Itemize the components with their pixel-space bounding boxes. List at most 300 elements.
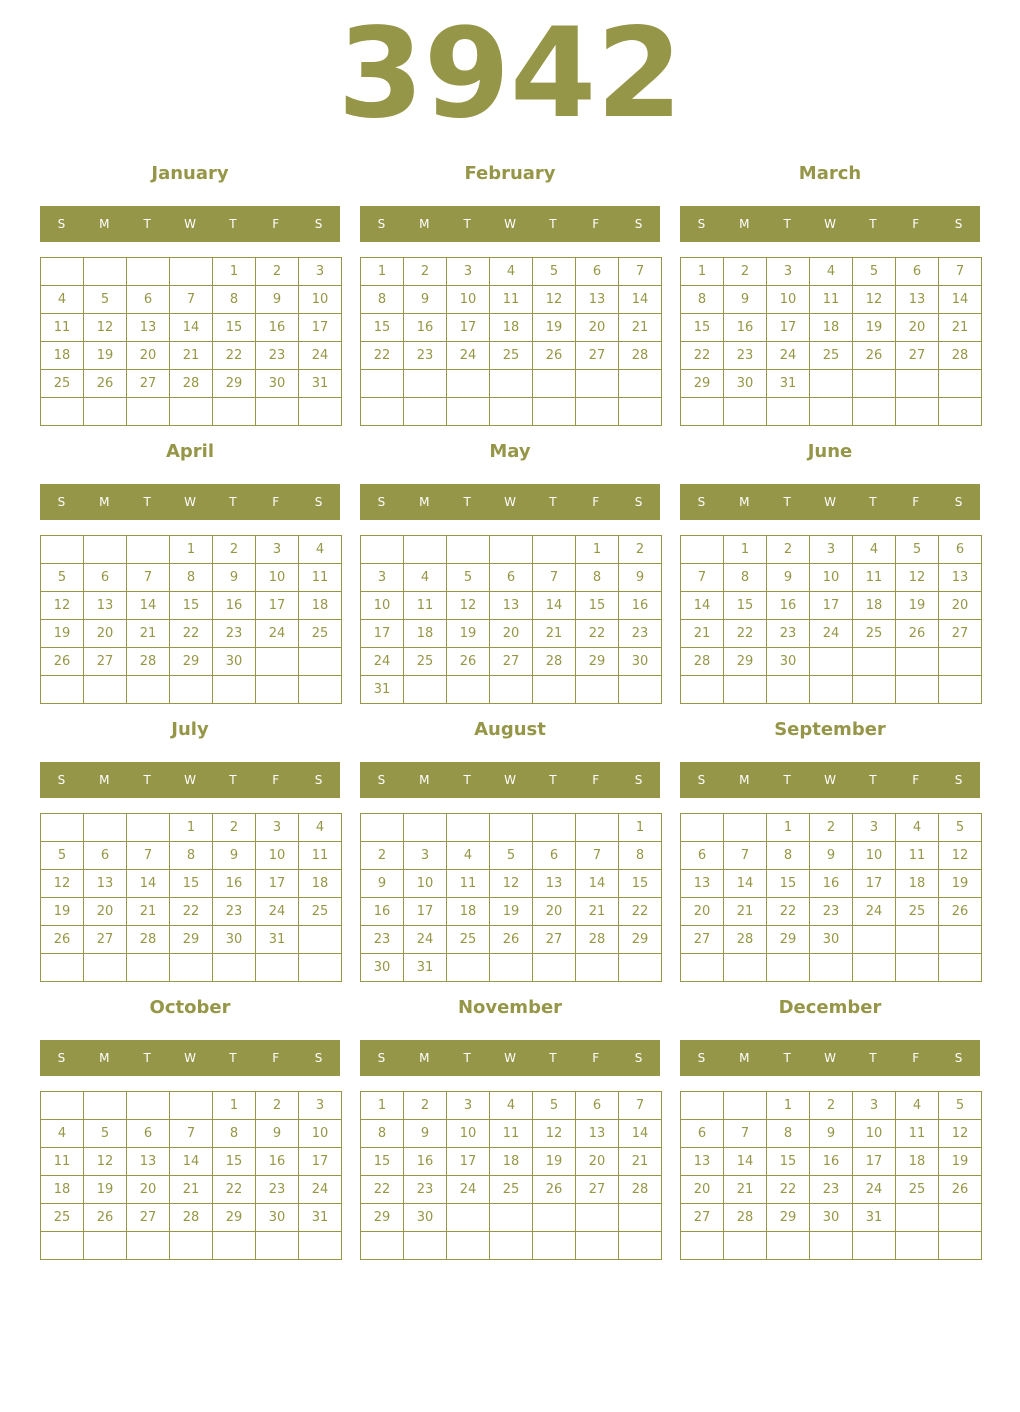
weekday-label: S — [954, 773, 963, 787]
day-cell: 14 — [724, 870, 767, 898]
month-name: July — [171, 719, 209, 740]
day-cell — [681, 676, 724, 704]
weekday-label: S — [57, 1051, 66, 1065]
day-cell: 23 — [767, 620, 810, 648]
day-cell: 8 — [170, 564, 213, 592]
day-cell — [533, 1232, 576, 1260]
day-cell — [447, 370, 490, 398]
day-cell: 1 — [170, 536, 213, 564]
day-cell: 10 — [853, 1120, 896, 1148]
weekday-label: T — [783, 217, 791, 231]
day-cell: 21 — [939, 314, 982, 342]
week-row — [361, 1232, 662, 1260]
day-cell: 10 — [810, 564, 853, 592]
day-cell: 24 — [299, 1176, 342, 1204]
weekday-label: S — [954, 495, 963, 509]
day-cell — [127, 676, 170, 704]
day-cell: 30 — [619, 648, 662, 676]
day-cell — [490, 1204, 533, 1232]
day-cell: 9 — [213, 842, 256, 870]
day-cell: 22 — [576, 620, 619, 648]
day-cell: 1 — [681, 258, 724, 286]
day-cell: 13 — [490, 592, 533, 620]
weekday-label: S — [697, 217, 706, 231]
day-cell: 21 — [576, 898, 619, 926]
day-cell: 14 — [619, 286, 662, 314]
weekday-label: M — [419, 1051, 430, 1065]
day-cell: 5 — [939, 1092, 982, 1120]
day-cell: 21 — [533, 620, 576, 648]
day-cell — [490, 398, 533, 426]
month-name: April — [165, 441, 215, 462]
day-cell: 1 — [213, 1092, 256, 1120]
day-cell — [127, 536, 170, 564]
day-cell: 4 — [404, 564, 447, 592]
day-cell: 27 — [533, 926, 576, 954]
day-cell: 14 — [939, 286, 982, 314]
weekday-label: T — [463, 1051, 471, 1065]
week-row — [361, 1120, 662, 1148]
day-cell — [41, 814, 84, 842]
day-cell — [576, 1232, 619, 1260]
day-cell: 21 — [619, 1148, 662, 1176]
day-cell: 28 — [576, 926, 619, 954]
day-cell — [619, 1204, 662, 1232]
day-cell: 20 — [490, 620, 533, 648]
day-cell: 5 — [939, 814, 982, 842]
day-cell — [490, 676, 533, 704]
day-cell: 18 — [299, 592, 342, 620]
day-cell — [939, 398, 982, 426]
day-cell: 18 — [447, 898, 490, 926]
day-cell: 19 — [84, 342, 127, 370]
day-cell: 12 — [41, 592, 84, 620]
day-cell: 26 — [84, 370, 127, 398]
week-row — [41, 1176, 342, 1204]
day-cell: 16 — [767, 592, 810, 620]
weekday-label: S — [57, 217, 66, 231]
day-cell: 12 — [853, 286, 896, 314]
day-cell: 13 — [127, 314, 170, 342]
year-title: 3942 — [337, 2, 683, 146]
week-row — [41, 370, 342, 398]
weekday-label: M — [739, 773, 750, 787]
week-row — [41, 1092, 342, 1120]
weekday-label: F — [272, 773, 280, 787]
weekday-header — [360, 206, 660, 242]
day-cell: 6 — [127, 1120, 170, 1148]
day-cell: 8 — [576, 564, 619, 592]
weekday-label: S — [314, 1051, 323, 1065]
day-cell: 18 — [810, 314, 853, 342]
day-cell — [896, 1204, 939, 1232]
day-cell: 23 — [361, 926, 404, 954]
week-row — [361, 398, 662, 426]
day-grid — [40, 1091, 342, 1260]
day-cell: 16 — [724, 314, 767, 342]
week-row — [41, 536, 342, 564]
day-cell — [619, 398, 662, 426]
week-row — [361, 536, 662, 564]
weekday-label: M — [99, 217, 110, 231]
day-cell: 12 — [84, 314, 127, 342]
day-cell: 17 — [299, 314, 342, 342]
day-cell: 30 — [256, 370, 299, 398]
weekday-label: W — [824, 495, 836, 509]
day-cell: 11 — [299, 564, 342, 592]
week-row — [41, 564, 342, 592]
day-cell — [447, 1232, 490, 1260]
day-cell — [299, 648, 342, 676]
day-cell: 16 — [810, 870, 853, 898]
day-cell: 28 — [724, 926, 767, 954]
day-cell — [681, 1092, 724, 1120]
week-row — [361, 314, 662, 342]
day-cell — [41, 676, 84, 704]
day-cell — [361, 398, 404, 426]
day-cell: 28 — [939, 342, 982, 370]
day-cell: 5 — [41, 842, 84, 870]
month-name: January — [151, 163, 229, 184]
day-cell: 27 — [84, 926, 127, 954]
week-row — [681, 954, 982, 982]
weekday-label: W — [184, 1051, 196, 1065]
day-cell — [84, 1232, 127, 1260]
day-cell: 5 — [490, 842, 533, 870]
day-grid — [40, 535, 342, 704]
weekday-label: W — [824, 217, 836, 231]
day-cell — [939, 926, 982, 954]
day-cell: 3 — [361, 564, 404, 592]
weekday-label: F — [912, 495, 920, 509]
day-cell — [299, 954, 342, 982]
day-cell: 31 — [299, 370, 342, 398]
day-cell: 13 — [84, 870, 127, 898]
weekday-label: F — [592, 1051, 600, 1065]
weekday-header — [40, 762, 340, 798]
day-cell — [810, 370, 853, 398]
day-cell: 26 — [939, 898, 982, 926]
day-cell: 16 — [213, 870, 256, 898]
day-cell: 24 — [810, 620, 853, 648]
weekday-label: F — [272, 217, 280, 231]
day-cell: 17 — [361, 620, 404, 648]
day-cell: 3 — [256, 536, 299, 564]
day-grid — [680, 1091, 982, 1260]
day-cell: 18 — [490, 1148, 533, 1176]
day-cell — [404, 370, 447, 398]
day-cell — [810, 954, 853, 982]
weekday-label: F — [592, 495, 600, 509]
day-cell: 13 — [127, 1148, 170, 1176]
day-cell — [810, 1232, 853, 1260]
month-name: May — [489, 441, 531, 462]
day-cell: 24 — [299, 342, 342, 370]
day-cell: 20 — [896, 314, 939, 342]
day-cell: 1 — [170, 814, 213, 842]
day-cell: 21 — [127, 898, 170, 926]
weekday-label: S — [697, 1051, 706, 1065]
day-cell: 27 — [490, 648, 533, 676]
week-row — [41, 620, 342, 648]
day-cell — [84, 954, 127, 982]
day-cell: 16 — [213, 592, 256, 620]
day-cell — [576, 814, 619, 842]
day-cell — [810, 676, 853, 704]
day-cell: 5 — [533, 1092, 576, 1120]
day-cell: 24 — [853, 1176, 896, 1204]
day-cell — [127, 258, 170, 286]
day-cell: 28 — [681, 648, 724, 676]
day-cell: 22 — [724, 620, 767, 648]
week-row — [681, 814, 982, 842]
day-cell: 18 — [41, 1176, 84, 1204]
day-cell — [810, 648, 853, 676]
day-cell: 24 — [853, 898, 896, 926]
day-cell: 22 — [361, 342, 404, 370]
weekday-label: M — [419, 217, 430, 231]
day-cell — [533, 1204, 576, 1232]
day-cell: 10 — [299, 286, 342, 314]
day-cell: 25 — [896, 898, 939, 926]
day-cell: 15 — [767, 870, 810, 898]
weekday-header — [680, 206, 980, 242]
day-cell: 12 — [533, 286, 576, 314]
day-cell — [576, 398, 619, 426]
day-cell: 11 — [810, 286, 853, 314]
day-cell: 29 — [767, 926, 810, 954]
day-cell: 19 — [447, 620, 490, 648]
day-cell: 13 — [576, 286, 619, 314]
week-row — [41, 1232, 342, 1260]
day-cell: 25 — [41, 370, 84, 398]
day-cell: 22 — [767, 1176, 810, 1204]
day-cell — [767, 1232, 810, 1260]
day-cell: 9 — [767, 564, 810, 592]
weekday-label: F — [272, 1051, 280, 1065]
day-cell: 26 — [447, 648, 490, 676]
day-cell: 17 — [853, 870, 896, 898]
day-cell: 9 — [256, 286, 299, 314]
weekday-label: T — [549, 773, 557, 787]
day-cell: 29 — [681, 370, 724, 398]
day-cell — [939, 676, 982, 704]
week-row — [681, 926, 982, 954]
day-cell — [361, 1232, 404, 1260]
weekday-label: S — [697, 495, 706, 509]
day-cell: 30 — [724, 370, 767, 398]
day-cell: 6 — [127, 286, 170, 314]
day-cell: 3 — [447, 1092, 490, 1120]
day-cell: 11 — [447, 870, 490, 898]
day-cell: 14 — [619, 1120, 662, 1148]
day-cell: 18 — [490, 314, 533, 342]
day-cell: 25 — [299, 898, 342, 926]
week-row — [681, 370, 982, 398]
weekday-label: T — [463, 773, 471, 787]
day-cell: 27 — [576, 1176, 619, 1204]
day-cell: 8 — [767, 842, 810, 870]
day-cell: 6 — [576, 258, 619, 286]
week-row — [681, 1176, 982, 1204]
day-cell: 23 — [404, 1176, 447, 1204]
day-cell: 7 — [724, 842, 767, 870]
day-cell: 8 — [724, 564, 767, 592]
week-row — [361, 870, 662, 898]
day-cell: 19 — [939, 1148, 982, 1176]
day-cell — [939, 954, 982, 982]
day-cell: 2 — [810, 1092, 853, 1120]
day-cell: 3 — [853, 814, 896, 842]
day-cell — [724, 954, 767, 982]
day-cell: 16 — [361, 898, 404, 926]
day-cell: 30 — [810, 1204, 853, 1232]
day-cell — [127, 1232, 170, 1260]
day-cell: 11 — [853, 564, 896, 592]
month-name: August — [474, 719, 546, 740]
weekday-label: T — [549, 217, 557, 231]
day-cell: 21 — [681, 620, 724, 648]
day-cell — [84, 1092, 127, 1120]
weekday-label: M — [99, 495, 110, 509]
day-cell — [170, 1092, 213, 1120]
day-cell: 21 — [170, 342, 213, 370]
day-cell — [533, 676, 576, 704]
day-cell: 9 — [404, 1120, 447, 1148]
day-cell: 28 — [533, 648, 576, 676]
day-cell — [767, 398, 810, 426]
week-row — [361, 676, 662, 704]
week-row — [361, 286, 662, 314]
month-name: March — [798, 163, 862, 184]
day-cell: 28 — [170, 370, 213, 398]
day-cell: 4 — [41, 1120, 84, 1148]
weekday-label: T — [783, 495, 791, 509]
weekday-label: W — [184, 773, 196, 787]
day-cell — [853, 648, 896, 676]
day-cell: 4 — [41, 286, 84, 314]
day-cell — [681, 1232, 724, 1260]
day-cell: 18 — [896, 1148, 939, 1176]
day-cell: 31 — [299, 1204, 342, 1232]
week-row — [41, 592, 342, 620]
day-cell: 1 — [361, 258, 404, 286]
week-row — [41, 1148, 342, 1176]
day-cell — [490, 536, 533, 564]
day-cell: 11 — [490, 1120, 533, 1148]
day-cell: 9 — [404, 286, 447, 314]
day-cell: 29 — [170, 648, 213, 676]
day-cell — [447, 1204, 490, 1232]
day-cell: 23 — [619, 620, 662, 648]
week-row — [41, 676, 342, 704]
day-cell: 15 — [681, 314, 724, 342]
day-cell — [767, 954, 810, 982]
day-cell: 9 — [810, 842, 853, 870]
day-cell: 19 — [939, 870, 982, 898]
day-cell: 25 — [299, 620, 342, 648]
day-cell: 12 — [490, 870, 533, 898]
day-cell — [84, 814, 127, 842]
day-cell — [447, 954, 490, 982]
day-cell: 16 — [619, 592, 662, 620]
day-cell: 10 — [361, 592, 404, 620]
week-row — [41, 842, 342, 870]
day-cell — [896, 1232, 939, 1260]
day-cell: 15 — [767, 1148, 810, 1176]
day-cell: 18 — [299, 870, 342, 898]
day-cell: 28 — [724, 1204, 767, 1232]
day-cell: 21 — [724, 898, 767, 926]
weekday-label: M — [99, 773, 110, 787]
day-cell: 7 — [619, 258, 662, 286]
day-cell: 8 — [170, 842, 213, 870]
day-cell: 27 — [896, 342, 939, 370]
day-cell — [447, 676, 490, 704]
day-cell: 4 — [896, 814, 939, 842]
weekday-header — [680, 762, 980, 798]
day-cell: 26 — [896, 620, 939, 648]
day-cell — [84, 258, 127, 286]
day-cell — [896, 926, 939, 954]
weekday-label: W — [824, 773, 836, 787]
day-cell: 6 — [84, 842, 127, 870]
day-cell: 15 — [724, 592, 767, 620]
day-cell: 16 — [404, 314, 447, 342]
day-cell: 3 — [299, 1092, 342, 1120]
day-cell: 25 — [853, 620, 896, 648]
day-cell: 15 — [213, 1148, 256, 1176]
weekday-label: F — [592, 773, 600, 787]
day-cell — [127, 954, 170, 982]
week-row — [361, 648, 662, 676]
weekday-label: T — [549, 1051, 557, 1065]
day-cell — [490, 954, 533, 982]
day-cell: 17 — [256, 592, 299, 620]
week-row — [41, 870, 342, 898]
day-cell — [170, 398, 213, 426]
day-cell: 27 — [939, 620, 982, 648]
day-cell — [256, 954, 299, 982]
day-cell: 26 — [533, 342, 576, 370]
day-cell: 1 — [361, 1092, 404, 1120]
day-cell: 28 — [619, 342, 662, 370]
day-cell: 23 — [256, 342, 299, 370]
day-cell: 3 — [256, 814, 299, 842]
day-cell — [490, 370, 533, 398]
weekday-header — [40, 484, 340, 520]
weekday-label: S — [314, 495, 323, 509]
weekday-label: M — [419, 773, 430, 787]
month-name: June — [807, 441, 853, 462]
day-cell: 20 — [127, 1176, 170, 1204]
day-cell: 31 — [404, 954, 447, 982]
day-cell — [404, 536, 447, 564]
day-cell: 12 — [939, 1120, 982, 1148]
day-cell — [681, 954, 724, 982]
day-cell: 15 — [619, 870, 662, 898]
day-cell — [170, 258, 213, 286]
day-cell: 19 — [896, 592, 939, 620]
day-cell: 9 — [213, 564, 256, 592]
day-cell — [84, 676, 127, 704]
day-cell: 10 — [853, 842, 896, 870]
day-cell — [724, 398, 767, 426]
week-row — [681, 564, 982, 592]
day-cell: 2 — [361, 842, 404, 870]
day-cell — [213, 676, 256, 704]
week-row — [361, 1092, 662, 1120]
